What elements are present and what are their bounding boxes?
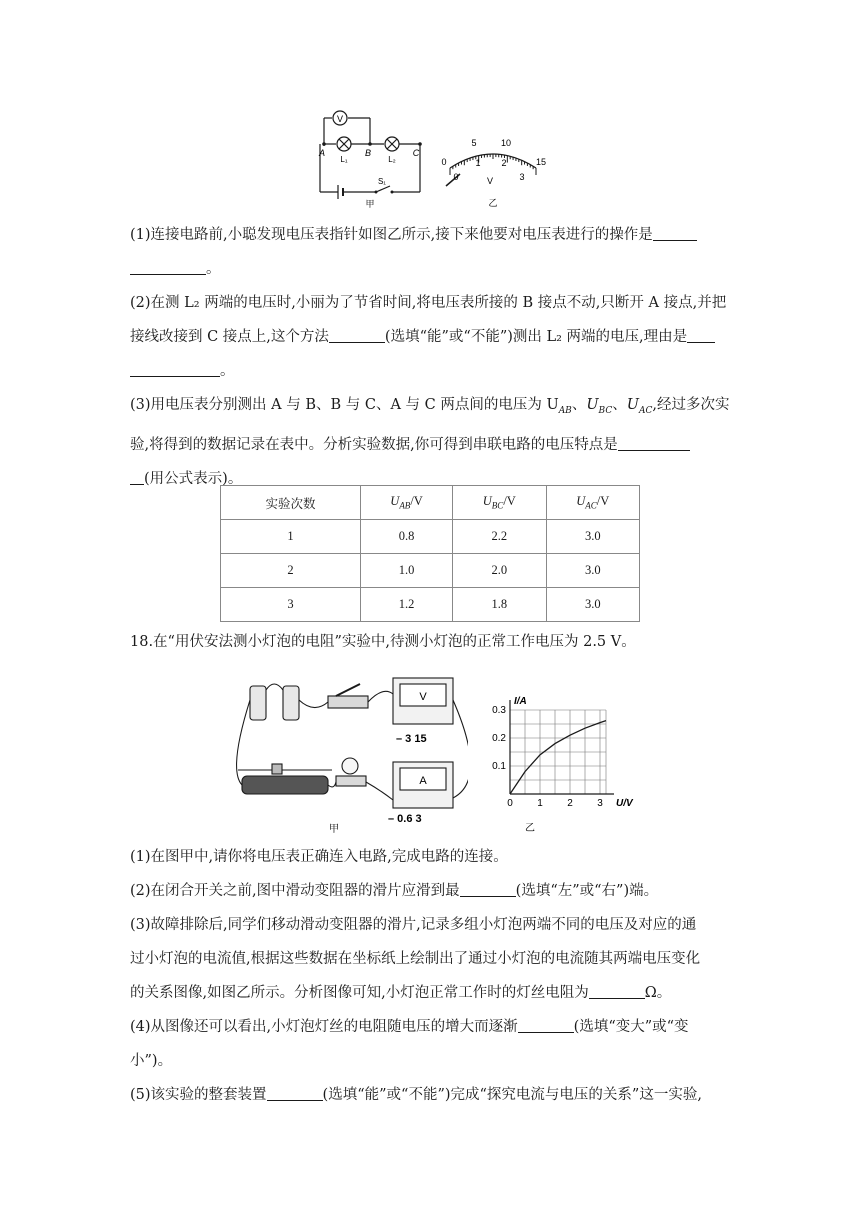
dial-top-15: 15 xyxy=(535,157,547,167)
table-header-row xyxy=(221,486,640,520)
x-tick-label: 1 xyxy=(537,798,543,809)
dial-top-10: 10 xyxy=(500,138,512,148)
table-cell: 3.0 xyxy=(546,554,639,588)
q17-part2: (2)在测 L₂ 两端的电压时,小丽为了节省时间,将电压表所接的 B 接点不动,只断开 A 接点,并把 接线改接到 C 接点上,这个方法 (选填“能”或“不能”)测出 L₂ 两端的电压,理由是 。 xyxy=(130,295,727,379)
apparatus-ammeter-letter: A xyxy=(419,775,427,787)
table-cell: 1.2 xyxy=(361,588,453,622)
dial-bottom-2: 2 xyxy=(501,158,507,168)
caption-yi-1: 乙 xyxy=(488,198,498,208)
figure-1-circuit xyxy=(310,108,430,208)
iu-curve-line xyxy=(510,721,606,794)
table-cell: 2 xyxy=(221,554,361,588)
q18-part4: (4)从图像还可以看出,小灯泡灯丝的电阻随电压的增大而逐渐 (选填“变大”或“变 小”)。 xyxy=(130,1010,730,1078)
answer-blank-18-3[interactable] xyxy=(589,982,645,999)
answer-blank-3b[interactable] xyxy=(130,468,144,485)
x-tick-label: 2 xyxy=(567,798,573,809)
dial-bottom-0: 0 xyxy=(453,172,459,182)
voltage-data-table xyxy=(220,485,640,622)
figure-2-apparatus xyxy=(228,670,468,838)
table-header: $U_{BC}/V$ xyxy=(453,486,546,520)
table-header: $U_{AC}/V$ xyxy=(546,486,639,520)
q18-intro: 18.在“用伏安法测小灯泡的电阻”实验中,待测小灯泡的正常工作电压为 2.5 V。 xyxy=(130,634,636,650)
apparatus-voltmeter-letter: V xyxy=(419,691,427,703)
caption-yi-2: 乙 xyxy=(525,823,535,834)
answer-blank-1b[interactable] xyxy=(130,258,206,275)
answer-blank-18-4[interactable] xyxy=(518,1016,574,1033)
table-cell: 2.0 xyxy=(453,554,546,588)
node-a-label: A xyxy=(318,148,326,158)
dial-unit: V xyxy=(486,176,494,186)
lamp2-label: L₂ xyxy=(388,155,396,164)
voltmeter-terminal-labels: – 3 15 xyxy=(396,733,427,745)
switch-label: S₁ xyxy=(377,177,387,186)
ammeter-terminal-labels: – 0.6 3 xyxy=(388,813,422,825)
dial-bottom-1: 1 xyxy=(475,158,481,168)
q18-part2: (2)在闭合开关之前,图中滑动变阻器的滑片应滑到最 (选填“左”或“右”)端。 xyxy=(130,874,730,908)
node-b-label: B xyxy=(364,148,372,158)
answer-blank-2a[interactable] xyxy=(329,326,385,343)
dial-top-0: 0 xyxy=(441,157,447,167)
answer-blank-18-2[interactable] xyxy=(460,880,516,897)
voltmeter-symbol: V xyxy=(336,114,344,124)
table-cell: 3.0 xyxy=(546,588,639,622)
table-cell: 0.8 xyxy=(361,520,453,554)
table-row xyxy=(221,554,640,588)
x-tick-label: 0 xyxy=(507,798,513,809)
table-header: 实验次数 xyxy=(221,486,361,520)
dial-top-5: 5 xyxy=(471,138,477,148)
y-tick-label: 0.3 xyxy=(492,705,506,716)
table-cell: 1 xyxy=(221,520,361,554)
dial-bottom-3: 3 xyxy=(519,172,525,182)
answer-blank-18-5[interactable] xyxy=(267,1084,323,1101)
caption-jia-1: 甲 xyxy=(365,199,375,208)
answer-blank-2b[interactable] xyxy=(687,326,715,343)
table-row xyxy=(221,520,640,554)
table-cell: 1.0 xyxy=(361,554,453,588)
q17-part3: (3)用电压表分别测出 A 与 B、B 与 C、A 与 C 两点间的电压为 $U_{AB}$、$U_{BC}$、$U_{AC}$,经过多次实 验,将得到的数据记录在表中。分析实验数据,你可得到串联电路的电压特点是 (用公式表示)。 xyxy=(130,397,730,487)
caption-jia-2: 甲 xyxy=(329,824,339,835)
answer-blank-3a[interactable] xyxy=(618,434,690,451)
table-cell: 3 xyxy=(221,588,361,622)
table-header: $U_{AB}/V$ xyxy=(361,486,453,520)
q17-part1: (1)连接电路前,小聪发现电压表指针如图乙所示,接下来他要对电压表进行的操作是 。 xyxy=(130,218,730,286)
answer-blank-2c[interactable] xyxy=(130,360,220,377)
table-cell: 2.2 xyxy=(453,520,546,554)
answer-blank-1a[interactable] xyxy=(653,224,697,241)
iu-curve-chart xyxy=(482,696,642,836)
table-row xyxy=(221,588,640,622)
lamp1-label: L₁ xyxy=(340,155,348,164)
figure-1-voltmeter-dial xyxy=(438,134,548,212)
y-tick-label: 0.1 xyxy=(492,761,506,772)
table-cell: 3.0 xyxy=(546,520,639,554)
x-axis-label: U/V xyxy=(616,798,633,809)
node-c-label: C xyxy=(412,148,420,158)
q18-part5: (5)该实验的整套装置 (选填“能”或“不能”)完成“探究电流与电压的关系”这一实验, xyxy=(130,1078,730,1112)
q18-part1: (1)在图甲中,请你将电压表正确连入电路,完成电路的连接。 xyxy=(130,849,508,865)
table-cell: 1.8 xyxy=(453,588,546,622)
q18-part3: (3)故障排除后,同学们移动滑动变阻器的滑片,记录多组小灯泡两端不同的电压及对应的通 过小灯泡的电流值,根据这些数据在坐标纸上绘制出了通过小灯泡的电流随其两端电压变化 的关系图像,如图乙所示。分析图像可知,小灯泡正常工作时的灯丝电阻为 Ω。 xyxy=(130,917,701,1001)
x-tick-label: 3 xyxy=(597,798,603,809)
y-axis-label: I/A xyxy=(514,696,527,707)
y-tick-label: 0.2 xyxy=(492,733,506,744)
